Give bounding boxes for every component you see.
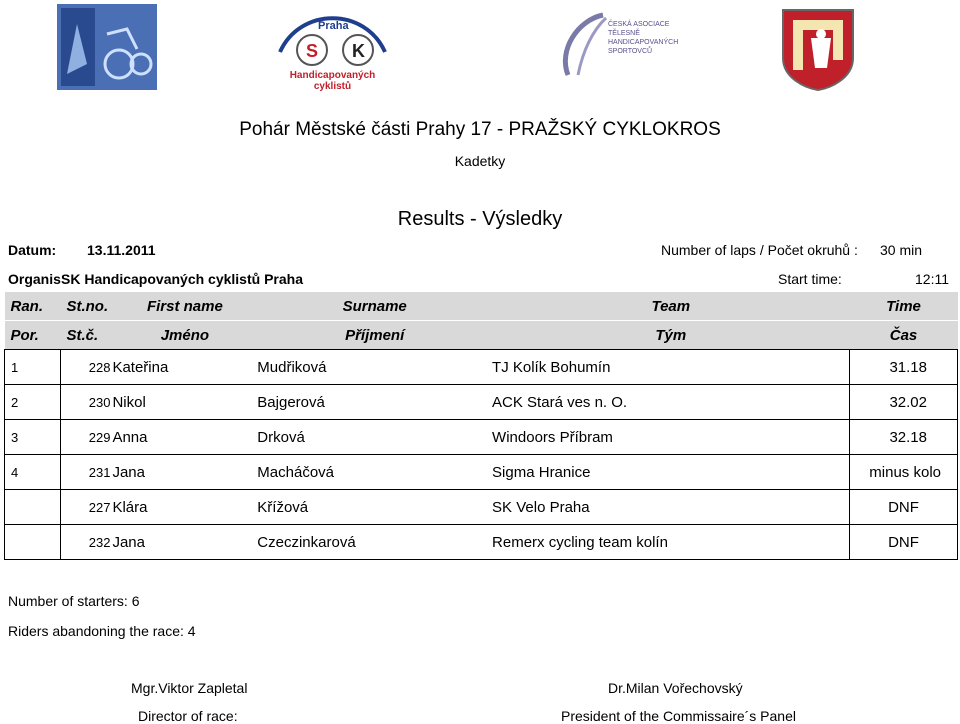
date-label: Datum:	[8, 242, 57, 258]
category-label: Kadetky	[454, 153, 506, 169]
coat-of-arms-logo	[781, 8, 855, 92]
first-name-cell: Jana	[112, 525, 257, 560]
disabled-athletes-association-logo	[548, 10, 678, 82]
header-row-cz	[5, 321, 958, 350]
laps-value: 30 min	[880, 242, 923, 258]
table-row	[5, 350, 958, 385]
col-team-cz: Tým	[492, 321, 849, 350]
col-rank-cz: Por.	[5, 321, 61, 350]
header-row-en	[5, 292, 958, 321]
organiser-label: Organis	[8, 271, 61, 287]
first-name-cell: Klára	[112, 490, 257, 525]
col-time-cz: Čas	[850, 321, 958, 350]
rank-cell: 3	[5, 420, 61, 455]
stno-cell: 229	[60, 420, 112, 455]
laps-label: Number of laps / Počet okruhů :	[661, 242, 858, 258]
team-cell: Windoors Příbram	[492, 420, 849, 455]
stno-cell: 232	[60, 525, 112, 560]
first-name-cell: Kateřina	[112, 350, 257, 385]
start-time-value: 12:11	[915, 271, 949, 287]
stno-cell: 230	[60, 385, 112, 420]
cycling-union-logo	[57, 4, 157, 90]
rank-cell: 1	[5, 350, 61, 385]
table-row	[5, 455, 958, 490]
team-cell: Remerx cycling team kolín	[492, 525, 849, 560]
first-name-cell: Jana	[112, 455, 257, 490]
praha-label: Praha	[318, 20, 349, 32]
organiser-value: SK Handicapovaných cyklistů Praha	[61, 271, 303, 287]
time-cell: 32.02	[850, 385, 958, 420]
stno-cell: 231	[60, 455, 112, 490]
team-cell: ACK Stará ves n. O.	[492, 385, 849, 420]
team-cell: SK Velo Praha	[492, 490, 849, 525]
first-name-cell: Anna	[112, 420, 257, 455]
surname-cell: Czeczinkarová	[257, 525, 492, 560]
director-title: Director of race:	[138, 708, 238, 724]
surname-cell: Drková	[257, 420, 492, 455]
time-cell: minus kolo	[850, 455, 958, 490]
rank-cell: 2	[5, 385, 61, 420]
col-stno-cz: St.č.	[60, 321, 112, 350]
time-cell: 31.18	[850, 350, 958, 385]
results-heading: Results - Výsledky	[397, 208, 563, 230]
table-row	[5, 385, 958, 420]
col-first-en: First name	[112, 292, 257, 321]
results-table	[4, 292, 958, 560]
col-time-en: Time	[850, 292, 958, 321]
time-cell: DNF	[850, 525, 958, 560]
handicapped-cyclists-logo	[270, 2, 395, 92]
rank-cell	[5, 490, 61, 525]
starters-count: Number of starters: 6	[8, 593, 140, 609]
col-rank-en: Ran.	[5, 292, 61, 321]
time-cell: DNF	[850, 490, 958, 525]
director-name: Mgr.Viktor Zapletal	[131, 680, 248, 696]
stno-cell: 228	[60, 350, 112, 385]
surname-cell: Mudřiková	[257, 350, 492, 385]
col-first-cz: Jméno	[112, 321, 257, 350]
stno-cell: 227	[60, 490, 112, 525]
surname-cell: Bajgerová	[257, 385, 492, 420]
surname-cell: Macháčová	[257, 455, 492, 490]
time-cell: 32.18	[850, 420, 958, 455]
president-title: President of the Commissaire´s Panel	[561, 708, 796, 724]
table-row	[5, 420, 958, 455]
team-cell: TJ Kolík Bohumín	[492, 350, 849, 385]
rank-cell	[5, 525, 61, 560]
team-cell: Sigma Hranice	[492, 455, 849, 490]
col-surname-cz: Příjmení	[257, 321, 492, 350]
first-name-cell: Nikol	[112, 385, 257, 420]
table-row	[5, 525, 958, 560]
table-row	[5, 490, 958, 525]
svg-text:S: S	[306, 41, 319, 61]
start-time-label: Start time:	[778, 271, 842, 287]
president-name: Dr.Milan Vořechovský	[608, 680, 743, 696]
col-stno-en: St.no.	[60, 292, 112, 321]
col-team-en: Team	[492, 292, 849, 321]
svg-text:K: K	[352, 41, 365, 61]
event-title: Pohár Městské části Prahy 17 - PRAŽSKÝ CYKLOKROS	[239, 119, 721, 140]
abandoning-count: Riders abandoning the race: 4	[8, 623, 196, 639]
rank-cell: 4	[5, 455, 61, 490]
handicapped-cyclists-label: Handicapovaných cyklistů	[289, 70, 376, 92]
date-value: 13.11.2011	[87, 242, 156, 258]
col-surname-en: Surname	[257, 292, 492, 321]
surname-cell: Křížová	[257, 490, 492, 525]
association-label: ČESKÁ ASOCIACE TĚLESNĚ HANDICAPOVANÝCH SPORTOVCŮ	[608, 21, 679, 55]
